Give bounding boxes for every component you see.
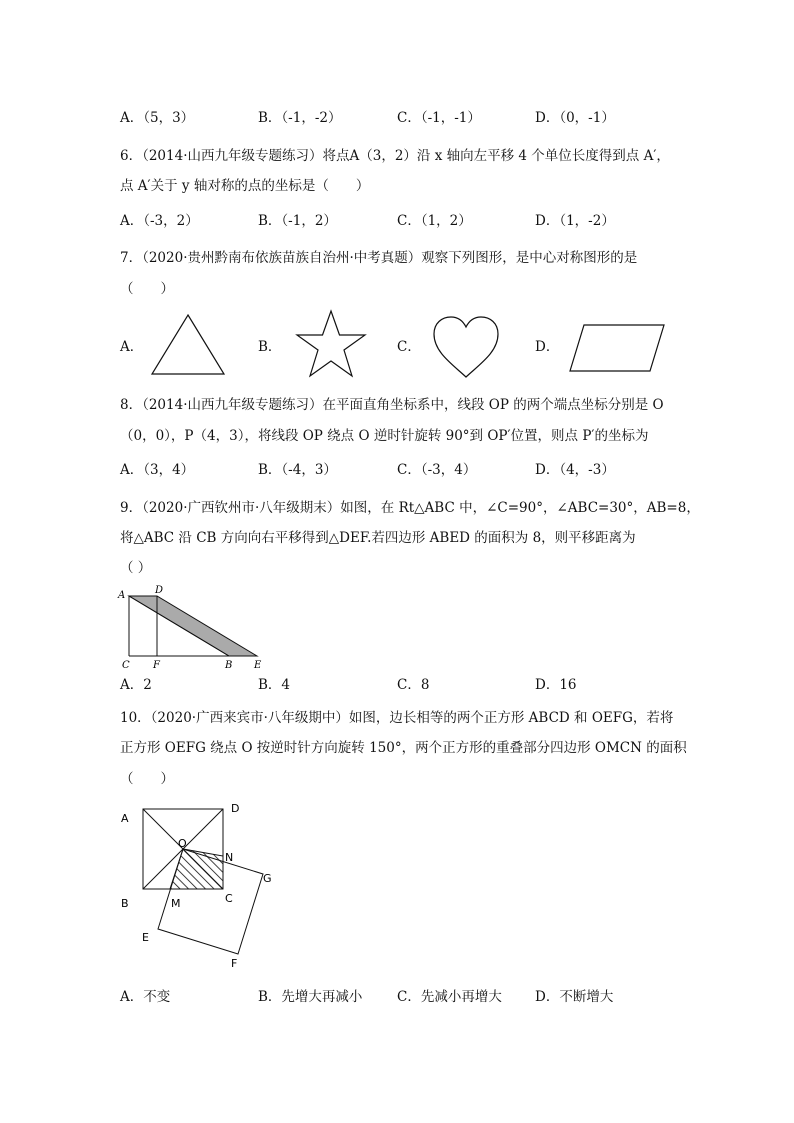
q5-option-d: D．（0，-1） bbox=[535, 110, 615, 126]
point-label-c: C bbox=[122, 660, 130, 670]
shaded-parallelogram-abed bbox=[129, 596, 257, 656]
q10-stem-line3: （ ） bbox=[120, 771, 174, 787]
point-label-g: G bbox=[263, 872, 272, 885]
q10-option-d: D．不断增大 bbox=[535, 989, 614, 1005]
overlap-omcn bbox=[170, 849, 223, 889]
heart-icon bbox=[430, 314, 502, 380]
q6-stem-line1: 6．（2014·山西九年级专题练习）将点A（3，2）沿 x 轴向左平移 4 个单位长度得到点 A′， bbox=[120, 148, 670, 164]
q7-option-a: A． bbox=[120, 339, 144, 355]
q9-stem-line2: 将△ABC 沿 CB 方向向右平移得到△DEF.若四边形 ABED 的面积为 8，则平移距离为 bbox=[120, 530, 636, 546]
q9-option-a: A．2 bbox=[120, 677, 152, 693]
point-label-a: A bbox=[121, 812, 129, 825]
q8-option-c: C．（-3，4） bbox=[397, 462, 477, 478]
q7-stem-line2: （ ） bbox=[120, 281, 174, 297]
q9-stem-line3: （ ） bbox=[120, 560, 152, 576]
point-label-b: B bbox=[121, 897, 129, 910]
q8-option-a: A．（3，4） bbox=[120, 462, 195, 478]
point-label-e: E bbox=[142, 931, 149, 944]
point-label-b: B bbox=[225, 660, 233, 670]
q8-stem-line2: （0，0），P（4，3），将线段 OP 绕点 O 逆时针旋转 90°到 OP′位置，则点 P′的坐标为 bbox=[120, 428, 649, 444]
q9-stem-line1: 9．（2020·广西钦州市·八年级期末）如图，在 Rt△ABC 中，∠C=90°，∠ABC=30°，AB=8， bbox=[120, 500, 700, 516]
point-label-d: D bbox=[231, 802, 240, 815]
q10-stem-line1: 10．（2020·广西来宾市·八年级期中）如图，边长相等的两个正方形 ABCD 和 OEFG，若将 bbox=[120, 710, 674, 726]
q6-option-a: A．（-3，2） bbox=[120, 213, 199, 229]
point-label-m: M bbox=[171, 897, 181, 910]
q9-translation-figure bbox=[116, 584, 276, 670]
q6-option-d: D．（1，-2） bbox=[535, 213, 615, 229]
q10-option-a: A．不变 bbox=[120, 989, 171, 1005]
q9-option-d: D．16 bbox=[535, 677, 577, 693]
q9-option-c: C．8 bbox=[397, 677, 430, 693]
q10-option-b: B．先增大再减小 bbox=[258, 989, 363, 1005]
q10-rotating-squares-figure bbox=[112, 796, 282, 976]
q6-option-b: B．（-1，2） bbox=[258, 213, 337, 229]
point-label-a: A bbox=[118, 590, 126, 601]
point-label-e: E bbox=[254, 660, 262, 670]
point-label-f: F bbox=[153, 660, 160, 670]
q9-option-b: B．4 bbox=[258, 677, 291, 693]
q7-option-b: B． bbox=[258, 339, 282, 355]
segment-ab bbox=[129, 596, 229, 656]
point-label-n: N bbox=[225, 851, 234, 864]
q5-option-a: A．（5，3） bbox=[120, 110, 195, 126]
point-label-o: O bbox=[178, 837, 187, 850]
q7-option-c: C． bbox=[397, 339, 421, 355]
point-label-f: F bbox=[231, 957, 238, 970]
parallelogram-icon bbox=[566, 322, 668, 374]
q7-stem-line1: 7．（2020·贵州黔南布依族苗族自治州·中考真题）观察下列图形，是中心对称图形的是 bbox=[120, 250, 638, 266]
q10-stem-line2: 正方形 OEFG 绕点 O 按逆时针方向旋转 150°，两个正方形的重叠部分四边形 OMCN 的面积 bbox=[120, 740, 687, 756]
q6-option-c: C．（1，2） bbox=[397, 213, 472, 229]
point-label-c: C bbox=[225, 892, 233, 905]
point-label-d: D bbox=[155, 585, 164, 596]
q8-option-b: B．（-4，3） bbox=[258, 462, 337, 478]
q6-stem-line2: 点 A′关于 y 轴对称的点的坐标是（ ） bbox=[120, 178, 370, 194]
q5-option-c: C．（-1，-1） bbox=[397, 110, 481, 126]
q8-stem-line1: 8．（2014·山西九年级专题练习）在平面直角坐标系中，线段 OP 的两个端点坐标分别是 O bbox=[120, 397, 664, 413]
q8-option-d: D．（4，-3） bbox=[535, 462, 615, 478]
star-icon bbox=[292, 308, 370, 380]
q7-option-d: D． bbox=[535, 339, 560, 355]
q5-option-b: B．（-1，-2） bbox=[258, 110, 342, 126]
q10-option-c: C．先减小再增大 bbox=[397, 989, 502, 1005]
triangle-icon bbox=[148, 312, 228, 376]
